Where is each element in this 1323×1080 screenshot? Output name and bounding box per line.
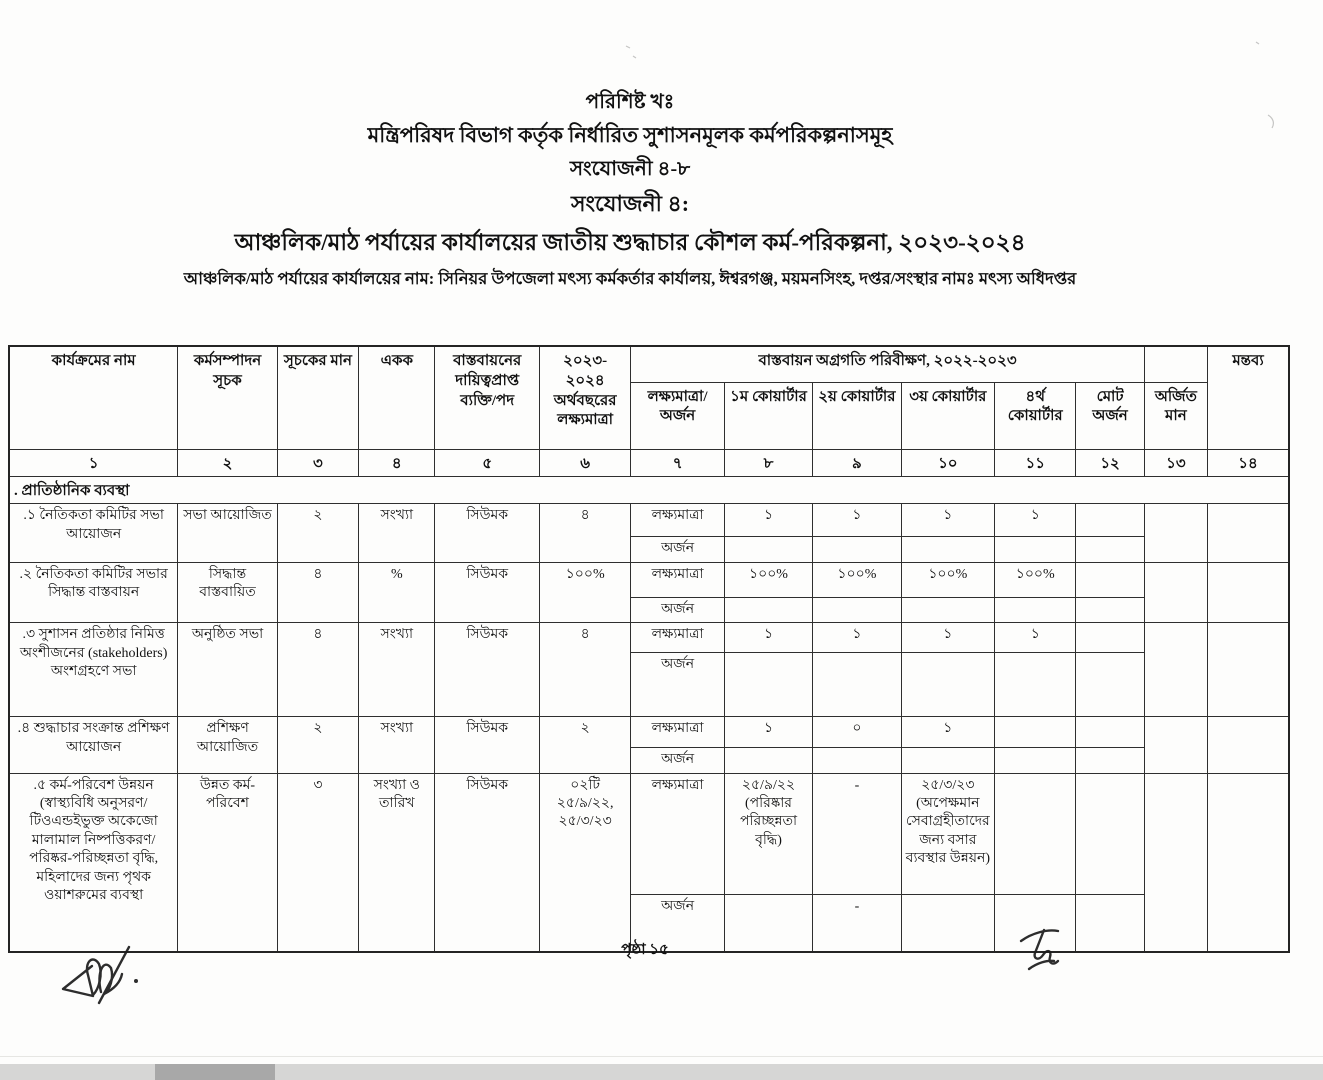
indicator-cell: প্রশিক্ষণ আয়োজিত: [178, 717, 277, 773]
target-q1: ১০০%: [724, 562, 812, 597]
fy-target-cell: ৪: [539, 504, 630, 562]
target-q1: ২৫/৯/২২ (পরিষ্কার পরিচ্ছন্নতা বৃদ্ধি): [724, 773, 812, 894]
fy-target-cell: ১০০%: [539, 562, 630, 622]
responsible-cell: সিউমক: [435, 562, 539, 622]
activity-cell: .১ নৈতিকতা কমিটির সভা আয়োজন: [9, 504, 178, 562]
fy-target-cell: ০২টি ২৫/৯/২২, ২৫/৩/২৩: [539, 773, 630, 952]
unit-cell: সংখ্যা: [359, 717, 435, 773]
achievement-total: [1076, 748, 1144, 773]
target-total: [1076, 623, 1144, 653]
annexure-range-label: সংযোজনী ৪-৮: [569, 158, 691, 180]
unit-cell: সংখ্যা: [359, 504, 435, 562]
remarks-cell: [1208, 773, 1289, 952]
office-name-line: আঞ্চলিক/মাঠ পর্যায়ের কার্যালয়ের নাম: সিনিয়র উপজেলা মৎস্য কর্মকর্তার কার্যালয়, ঈশ্বরগঞ্জ, ময়মনসিংহ, দপ্তর/সংস্থার নামঃ মৎস্য অধিদপ্তর: [183, 269, 1077, 289]
fy-target-cell: ৪: [539, 623, 630, 717]
target-label: লক্ষ্যমাত্রা: [631, 562, 724, 597]
remarks-cell: [1208, 504, 1289, 562]
col-header-activity: কার্যক্রমের নাম: [9, 346, 178, 449]
target-q1: ১: [724, 717, 812, 748]
achievement-total: [1076, 653, 1144, 717]
annexure-label: সংযোজনী ৪:: [570, 191, 690, 216]
achievement-label: অর্জন: [631, 597, 724, 622]
remarks-cell: [1208, 717, 1289, 773]
col-header-indicator: কর্মসম্পাদন সূচক: [178, 346, 277, 449]
achievement-q3: [901, 537, 994, 562]
weight-cell: ৪: [277, 623, 358, 717]
col-header-weight: সূচকের মান: [277, 346, 358, 449]
unit-cell: %: [359, 562, 435, 622]
fy-target-cell: ২: [539, 717, 630, 773]
table-row: [9, 623, 1289, 653]
activity-cell: .৩ সুশাসন প্রতিষ্ঠার নিমিত্ত অংশীজনের (stakeholders) অংশগ্রহণে সভা: [9, 623, 178, 717]
col-num-13: ১৩: [1144, 449, 1207, 477]
col-num-12: ১২: [1076, 449, 1144, 477]
horizontal-scrollbar-thumb[interactable]: [155, 1064, 275, 1080]
unit-cell: সংখ্যা ও তারিখ: [359, 773, 435, 952]
weight-cell: ৪: [277, 562, 358, 622]
unit-cell: সংখ্যা: [359, 623, 435, 717]
col-num-7: ৭: [631, 449, 724, 477]
achievement-q4: [995, 748, 1076, 773]
col-header-score: অর্জিত মান: [1144, 382, 1207, 449]
achievement-q3: [901, 597, 994, 622]
weight-cell: ২: [277, 504, 358, 562]
achievement-q3: [901, 653, 994, 717]
cabinet-division-title: মন্ত্রিপরিষদ বিভাগ কর্তৃক নির্ধারিত সুশাসনমূলক কর্মপরিকল্পনাসমূহ: [367, 123, 893, 147]
col-num-4: ৪: [359, 449, 435, 477]
target-label: লক্ষ্যমাত্রা: [631, 773, 724, 894]
target-q2: ১: [813, 504, 901, 537]
col-header-fy-target: ২০২৩- ২০২৪ অর্থবছরের লক্ষ্যমাত্রা: [539, 346, 630, 449]
col-num-10: ১০: [901, 449, 994, 477]
target-label: লক্ষ্যমাত্রা: [631, 717, 724, 748]
target-total: [1076, 717, 1144, 748]
weight-cell: ২: [277, 717, 358, 773]
target-q2: ১০০%: [813, 562, 901, 597]
achievement-label: অর্জন: [631, 537, 724, 562]
col-num-5: ৫: [435, 449, 539, 477]
responsible-cell: সিউমক: [435, 504, 539, 562]
horizontal-scrollbar-track[interactable]: [0, 1064, 1323, 1080]
col-num-9: ৯: [813, 449, 901, 477]
score-cell: [1144, 717, 1207, 773]
remarks-cell: [1208, 562, 1289, 622]
score-cell: [1144, 623, 1207, 717]
achievement-q2: [813, 597, 901, 622]
achievement-label: অর্জন: [631, 894, 724, 952]
target-q3: ১: [901, 504, 994, 537]
indicator-cell: সিদ্ধান্ত বাস্তবায়িত: [178, 562, 277, 622]
target-q4: [995, 717, 1076, 748]
achievement-label: অর্জন: [631, 748, 724, 773]
col-num-6: ৬: [539, 449, 630, 477]
col-header-q4: ৪র্থ কোয়ার্টার: [995, 382, 1076, 449]
col-header-target-achievement: লক্ষ্যমাত্রা/ অর্জন: [631, 382, 724, 449]
achievement-q4: [995, 537, 1076, 562]
activity-cell: .২ নৈতিকতা কমিটির সভার সিদ্ধান্ত বাস্তবায়ন: [9, 562, 178, 622]
col-header-total: মোট অর্জন: [1076, 382, 1144, 449]
target-total: [1076, 773, 1144, 894]
section-header-institutional: . প্রাতিষ্ঠানিক ব্যবস্থা: [9, 477, 1289, 504]
indicator-cell: উন্নত কর্ম- পরিবেশ: [178, 773, 277, 952]
col-num-11: ১১: [995, 449, 1076, 477]
achievement-q2: [813, 653, 901, 717]
col-header-responsible: বাস্তবায়নের দায়িত্বপ্রাপ্ত ব্যক্তি/পদ: [435, 346, 539, 449]
col-num-2: ২: [178, 449, 277, 477]
target-q1: ১: [724, 623, 812, 653]
col-header-q1: ১ম কোয়ার্টার: [724, 382, 812, 449]
col-num-3: ৩: [277, 449, 358, 477]
col-num-1: ১: [9, 449, 178, 477]
col-header-score-spacer: [1144, 346, 1207, 382]
score-cell: [1144, 504, 1207, 562]
target-q4: [995, 773, 1076, 894]
page-bottom-edge: [0, 1056, 1323, 1057]
responsible-cell: সিউমক: [435, 623, 539, 717]
table-row: [9, 504, 1289, 537]
achievement-q2: [813, 537, 901, 562]
target-total: [1076, 562, 1144, 597]
achievement-total: [1076, 537, 1144, 562]
indicator-cell: সভা আয়োজিত: [178, 504, 277, 562]
responsible-cell: সিউমক: [435, 717, 539, 773]
achievement-q1: [724, 653, 812, 717]
integrity-plan-table: [8, 345, 1290, 953]
target-q3: ১: [901, 623, 994, 653]
score-cell: [1144, 773, 1207, 952]
col-num-14: ১৪: [1208, 449, 1289, 477]
appendix-label: পরিশিষ্ট খঃ: [585, 91, 675, 113]
table-row: [9, 562, 1289, 597]
plan-title: আঞ্চলিক/মাঠ পর্যায়ের কার্যালয়ের জাতীয় শুদ্ধাচার কৌশল কর্ম-পরিকল্পনা, ২০২৩-২০২৪: [234, 230, 1026, 255]
achievement-q1: [724, 597, 812, 622]
target-q4: ১০০%: [995, 562, 1076, 597]
target-q2: ০: [813, 717, 901, 748]
achievement-label: অর্জন: [631, 653, 724, 717]
target-q2: ১: [813, 623, 901, 653]
weight-cell: ৩: [277, 773, 358, 952]
table-row: [9, 773, 1289, 894]
column-number-row: [9, 449, 1289, 477]
target-q2: -: [813, 773, 901, 894]
col-header-q3: ৩য় কোয়ার্টার: [901, 382, 994, 449]
achievement-total: [1076, 597, 1144, 622]
achievement-q1: [724, 537, 812, 562]
achievement-q4: [995, 597, 1076, 622]
target-q3: ২৫/৩/২৩ (অপেক্ষমান সেবাগ্রহীতাদের জন্য বসার ব্যবস্থার উন্নয়ন): [901, 773, 994, 894]
col-header-monitoring-span: বাস্তবায়ন অগ্রগতি পরিবীক্ষণ, ২০২২-২০২৩: [631, 346, 1144, 382]
achievement-q3: [901, 748, 994, 773]
activity-cell: .৫ কর্ম-পরিবেশ উন্নয়ন (স্বাস্থ্যবিধি অনুসরণ/টিওএন্ডইভুক্ত অকেজো মালামাল নিষ্পত্তিকরণ/পরিষ্কর-পরিচ্ছন্নতা বৃদ্ধি, মহিলাদের জন্য পৃথক ওয়াশরুমের ব্যবস্থা: [9, 773, 178, 952]
activity-cell: .৪ শুদ্ধাচার সংক্রান্ত প্রশিক্ষণ আয়োজন: [9, 717, 178, 773]
achievement-q2: [813, 748, 901, 773]
target-q4: ১: [995, 623, 1076, 653]
document-header: [0, 92, 1260, 289]
score-cell: [1144, 562, 1207, 622]
responsible-cell: সিউমক: [435, 773, 539, 952]
achievement-q4: [995, 653, 1076, 717]
col-header-unit: একক: [359, 346, 435, 449]
col-header-remarks: মন্তব্য: [1208, 346, 1289, 449]
indicator-cell: অনুষ্ঠিত সভা: [178, 623, 277, 717]
target-q3: ১: [901, 717, 994, 748]
col-num-8: ৮: [724, 449, 812, 477]
target-label: লক্ষ্যমাত্রা: [631, 623, 724, 653]
target-total: [1076, 504, 1144, 537]
page-number: পৃষ্ঠা ১৫: [621, 942, 669, 958]
achievement-q2: -: [813, 894, 901, 952]
target-q3: ১০০%: [901, 562, 994, 597]
target-label: লক্ষ্যমাত্রা: [631, 504, 724, 537]
target-q1: ১: [724, 504, 812, 537]
col-header-q2: ২য় কোয়ার্টার: [813, 382, 901, 449]
remarks-cell: [1208, 623, 1289, 717]
target-q4: ১: [995, 504, 1076, 537]
table-row: [9, 717, 1289, 748]
achievement-q1: [724, 748, 812, 773]
